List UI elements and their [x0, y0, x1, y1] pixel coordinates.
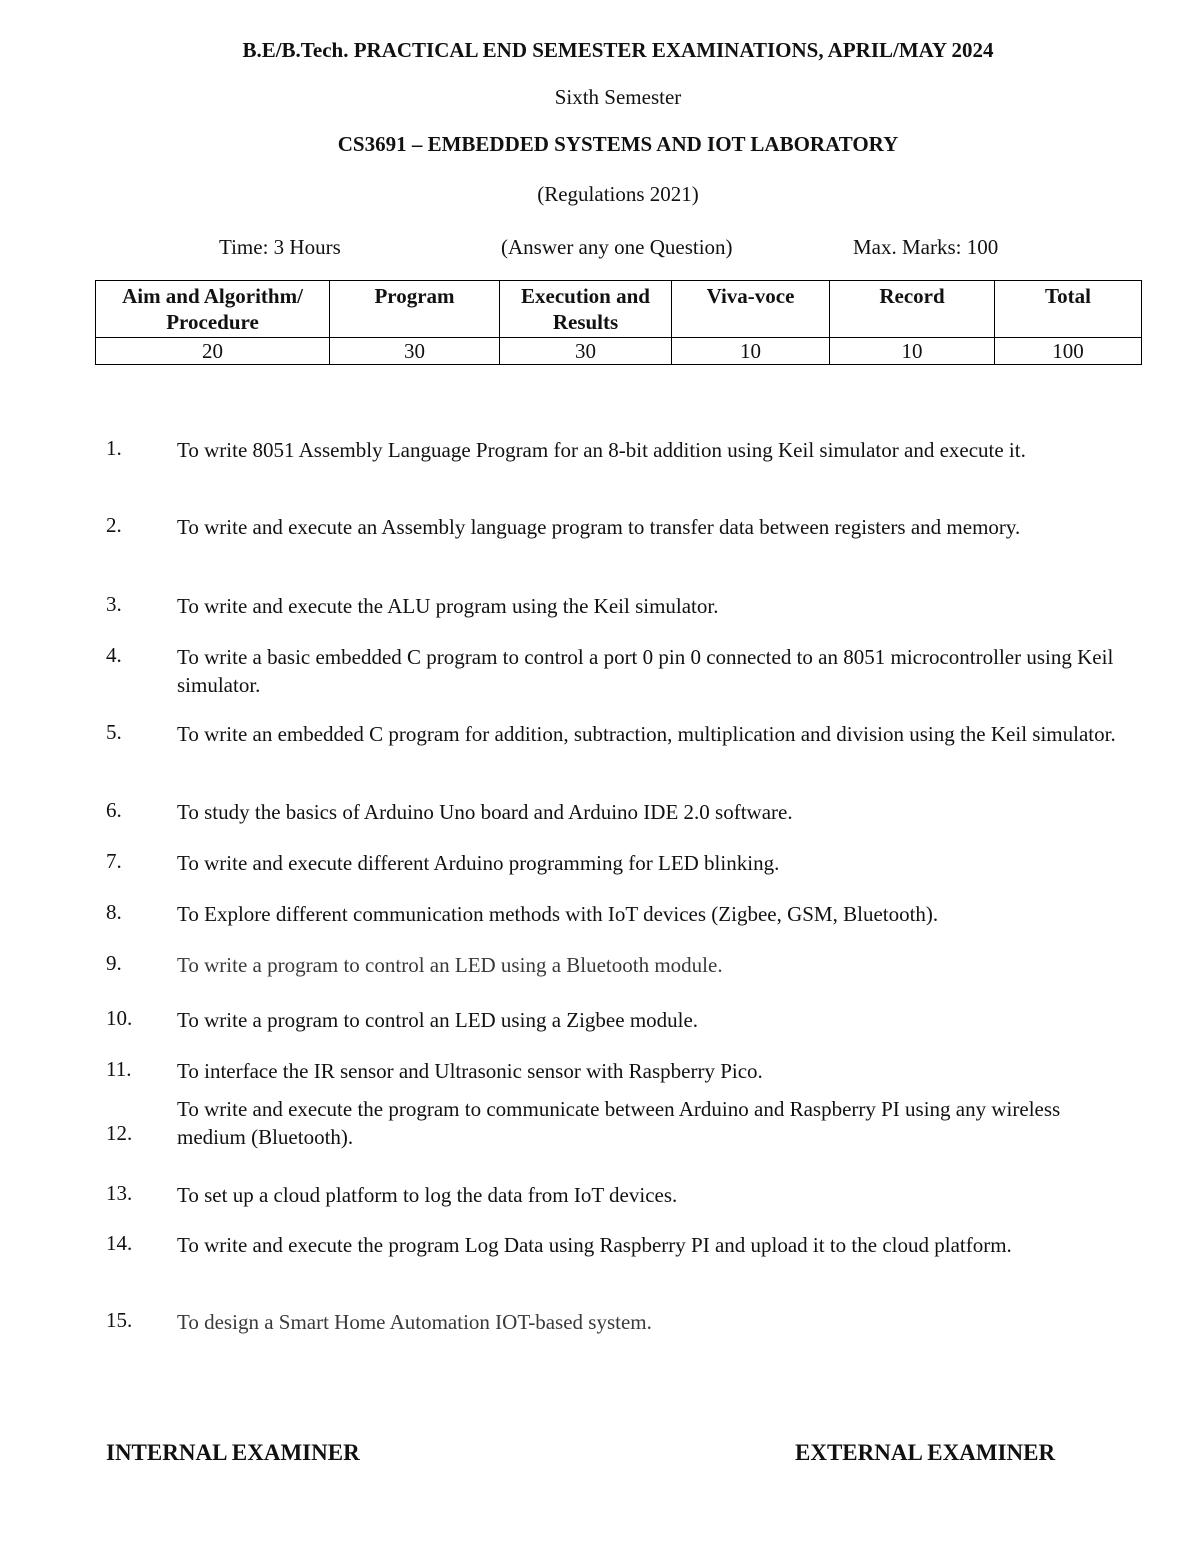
question-number: 11.: [106, 1057, 132, 1081]
question-number: 15.: [106, 1308, 133, 1332]
question-number: 13.: [106, 1181, 133, 1205]
question-number: 1.: [106, 436, 122, 460]
question-number: 3.: [106, 592, 122, 616]
header-text: Results: [552, 310, 619, 334]
semester-label: Sixth Semester: [554, 85, 682, 109]
marks-cell: 30: [330, 338, 500, 365]
exam-title: B.E/B.Tech. PRACTICAL END SEMESTER EXAMINATIONS, APRIL/MAY 2024: [242, 38, 994, 62]
question-number: 8.: [106, 900, 122, 924]
question-text: To study the basics of Arduino Uno board and Arduino IDE 2.0 software.: [177, 800, 793, 824]
question-number: 9.: [106, 951, 122, 975]
header-text: Viva-voce: [706, 284, 795, 308]
instruction-label: (Answer any one Question): [501, 235, 733, 259]
question-number: 4.: [106, 643, 122, 667]
question-number: 2.: [106, 513, 122, 537]
question-text: To write and execute an Assembly language program to transfer data between registers and memory.: [177, 515, 1021, 539]
header-text: Total: [1045, 284, 1091, 308]
time-label: Time: 3 Hours: [219, 235, 341, 259]
marks-cell: 20: [96, 338, 330, 365]
course-title: CS3691 – EMBEDDED SYSTEMS AND IOT LABORATORY: [337, 132, 899, 156]
question-number: 12.: [106, 1121, 133, 1145]
question-text: To write a program to control an LED using a Zigbee module.: [177, 1008, 699, 1032]
marks-cell: 100: [995, 338, 1142, 365]
question-text: To write and execute the ALU program using the Keil simulator.: [177, 594, 719, 618]
internal-examiner-label: INTERNAL EXAMINER: [106, 1440, 360, 1465]
question-text: To write and execute the program to communicate between Arduino and Raspberry PI using any wireless medium (Bluetooth).: [177, 1097, 1061, 1149]
question-number: 6.: [106, 798, 122, 822]
header-text: Procedure: [166, 310, 259, 334]
question-text: To write a basic embedded C program to control a port 0 pin 0 connected to an 8051 microcontroller using Keil simulator.: [177, 645, 1114, 697]
header-text: Record: [879, 284, 945, 308]
header-text: Execution and: [521, 284, 650, 308]
marks-cell: 10: [830, 338, 995, 365]
question-text: To write an embedded C program for addition, subtraction, multiplication and division using the Keil simulator.: [177, 722, 1116, 746]
question-text: To interface the IR sensor and Ultrasonic sensor with Raspberry Pico.: [177, 1059, 763, 1083]
external-examiner-label: EXTERNAL EXAMINER: [795, 1440, 1056, 1465]
question-text: To set up a cloud platform to log the data from IoT devices.: [177, 1183, 678, 1207]
question-text: To write and execute different Arduino programming for LED blinking.: [177, 851, 780, 875]
question-text: To Explore different communication methods with IoT devices (Zigbee, GSM, Bluetooth).: [177, 902, 939, 926]
header-text: Aim and Algorithm/: [122, 284, 303, 308]
question-text: To write 8051 Assembly Language Program for an 8-bit addition using Keil simulator and execute it.: [177, 438, 1026, 462]
marks-cell: 30: [500, 338, 672, 365]
question-number: 10.: [106, 1006, 133, 1030]
question-number: 14.: [106, 1231, 133, 1255]
header-text: Program: [374, 284, 455, 308]
regulations-label: (Regulations 2021): [537, 182, 699, 206]
question-text: To write and execute the program Log Data using Raspberry PI and upload it to the cloud platform.: [177, 1233, 1012, 1257]
question-text: To design a Smart Home Automation IOT-based system.: [177, 1310, 652, 1334]
question-number: 7.: [106, 849, 122, 873]
max-marks-label: Max. Marks: 100: [853, 235, 999, 259]
question-number: 5.: [106, 720, 122, 744]
marks-cell: 10: [672, 338, 830, 365]
question-text: To write a program to control an LED using a Bluetooth module.: [177, 953, 723, 977]
